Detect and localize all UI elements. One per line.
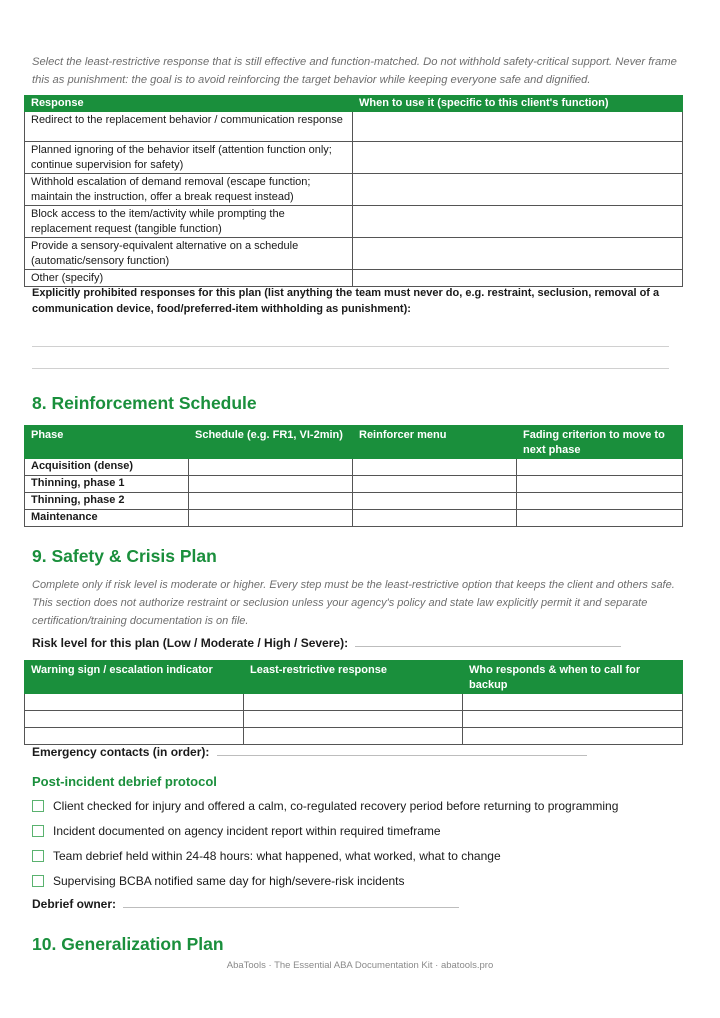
fading-input[interactable] <box>517 476 683 493</box>
list-item <box>32 822 618 847</box>
schedule-input[interactable] <box>189 510 353 527</box>
fading-input[interactable] <box>517 493 683 510</box>
checklist-item-label: Team debrief held within 24-48 hours: what happened, what worked, what to change <box>53 849 501 863</box>
when-to-use-input[interactable] <box>353 238 683 270</box>
header-warning-sign: Warning sign / escalation indicator <box>25 661 244 694</box>
warning-sign-input[interactable] <box>25 711 244 728</box>
response-cell: Block access to the item/activity while prompting the replacement request (tangible function) <box>25 206 353 238</box>
table-row <box>25 711 683 728</box>
header-least-restrictive: Least-restrictive response <box>244 661 463 694</box>
reinforcer-input[interactable] <box>353 493 517 510</box>
phase-cell: Thinning, phase 2 <box>25 493 189 510</box>
schedule-input[interactable] <box>189 459 353 476</box>
safety-note: Complete only if risk level is moderate or higher. Every step must be the least-restrictive option that keeps the client and others safe. This section does not authorize restraint or seclusion unless your agency's policy and state law explicitly permit it and separate certification/training documentation is on file. <box>32 579 675 627</box>
response-cell: Provide a sensory-equivalent alternative on a schedule (automatic/sensory function) <box>25 238 353 270</box>
table-header-row <box>25 96 683 112</box>
phase-cell: Maintenance <box>25 510 189 527</box>
emergency-contacts-input[interactable] <box>217 744 587 756</box>
phase-cell: Acquisition (dense) <box>25 459 189 476</box>
response-input[interactable] <box>244 728 463 745</box>
risk-level-input[interactable] <box>355 635 621 647</box>
table-row <box>25 238 683 270</box>
table-row <box>25 510 683 527</box>
schedule-input[interactable] <box>189 476 353 493</box>
checkbox[interactable] <box>32 850 44 862</box>
who-responds-input[interactable] <box>463 694 683 711</box>
header-fading-criterion: Fading criterion to move to next phase <box>517 426 683 459</box>
when-to-use-input[interactable] <box>353 270 683 287</box>
when-to-use-input[interactable] <box>353 206 683 238</box>
debrief-owner-field <box>32 896 459 912</box>
table-row <box>25 174 683 206</box>
schedule-input[interactable] <box>189 493 353 510</box>
table-header-row <box>25 426 683 459</box>
table-row <box>25 270 683 287</box>
header-reinforcer-menu: Reinforcer menu <box>353 426 517 459</box>
debrief-owner-label: Debrief owner: <box>32 897 117 911</box>
response-cell: Redirect to the replacement behavior / communication response <box>25 112 353 142</box>
checkbox[interactable] <box>32 825 44 837</box>
table-row <box>25 728 683 745</box>
who-responds-input[interactable] <box>463 711 683 728</box>
table-row <box>25 476 683 493</box>
prohibited-responses-label: Explicitly prohibited responses for this plan (list anything the team must never do, e.g. restraint, seclusion, removal of a communication device, food/preferred-item withholding as punishment): <box>32 287 660 315</box>
debrief-protocol-title: Post-incident debrief protocol <box>32 774 217 789</box>
checklist-item-label: Client checked for injury and offered a calm, co-regulated recovery period before returning to programming <box>53 799 619 813</box>
safety-table <box>24 660 683 745</box>
table-row <box>25 459 683 476</box>
phase-cell: Thinning, phase 1 <box>25 476 189 493</box>
reinforcer-input[interactable] <box>353 476 517 493</box>
response-input[interactable] <box>244 694 463 711</box>
risk-level-field <box>32 635 621 651</box>
prohibited-answer-line-1[interactable] <box>32 346 669 347</box>
who-responds-input[interactable] <box>463 728 683 745</box>
when-to-use-input[interactable] <box>353 142 683 174</box>
table-header-row <box>25 661 683 694</box>
fading-input[interactable] <box>517 510 683 527</box>
when-to-use-input[interactable] <box>353 174 683 206</box>
response-cell: Planned ignoring of the behavior itself (attention function only; continue supervision for safety) <box>25 142 353 174</box>
list-item <box>32 847 618 872</box>
prohibited-answer-line-2[interactable] <box>32 368 669 369</box>
response-input[interactable] <box>244 711 463 728</box>
warning-sign-input[interactable] <box>25 694 244 711</box>
header-phase: Phase <box>25 426 189 459</box>
page-footer: AbaTools · The Essential ABA Documentation Kit · abatools.pro <box>226 960 494 971</box>
table-row <box>25 694 683 711</box>
checkbox[interactable] <box>32 800 44 812</box>
list-item <box>32 872 618 897</box>
reinforcer-input[interactable] <box>353 459 517 476</box>
header-response: Response <box>25 96 353 112</box>
section-8-title: 8. Reinforcement Schedule <box>32 393 257 413</box>
checklist-item-label: Incident documented on agency incident report within required timeframe <box>53 824 441 838</box>
response-table <box>24 95 683 287</box>
fading-input[interactable] <box>517 459 683 476</box>
section-10-title: 10. Generalization Plan <box>32 934 224 954</box>
response-cell: Withhold escalation of demand removal (escape function; maintain the instruction, offer a break request instead) <box>25 174 353 206</box>
debrief-owner-input[interactable] <box>123 896 459 908</box>
table-row <box>25 112 683 142</box>
table-row <box>25 142 683 174</box>
section-9-title: 9. Safety & Crisis Plan <box>32 546 217 566</box>
table-row <box>25 493 683 510</box>
emergency-contacts-label: Emergency contacts (in order): <box>32 745 210 759</box>
reinforcement-schedule-table <box>24 425 683 527</box>
intro-instructions: Select the least-restrictive response that is still effective and function-matched. Do not withhold safety-critical support. Never frame this as punishment: the goal is to avoid reinforcing the target behavior while keeping everyone safe and dignified. <box>32 56 677 86</box>
header-who-responds: Who responds & when to call for backup <box>463 661 683 694</box>
warning-sign-input[interactable] <box>25 728 244 745</box>
header-when-to-use: When to use it (specific to this client's function) <box>353 96 683 112</box>
emergency-contacts-field <box>32 744 587 760</box>
checklist-item-label: Supervising BCBA notified same day for high/severe-risk incidents <box>53 874 405 888</box>
risk-level-label: Risk level for this plan (Low / Moderate / High / Severe): <box>32 636 349 650</box>
reinforcer-input[interactable] <box>353 510 517 527</box>
response-cell: Other (specify) <box>25 270 353 287</box>
header-schedule: Schedule (e.g. FR1, VI-2min) <box>189 426 353 459</box>
table-row <box>25 206 683 238</box>
list-item <box>32 797 618 822</box>
when-to-use-input[interactable] <box>353 112 683 142</box>
debrief-checklist <box>32 797 618 897</box>
checkbox[interactable] <box>32 875 44 887</box>
